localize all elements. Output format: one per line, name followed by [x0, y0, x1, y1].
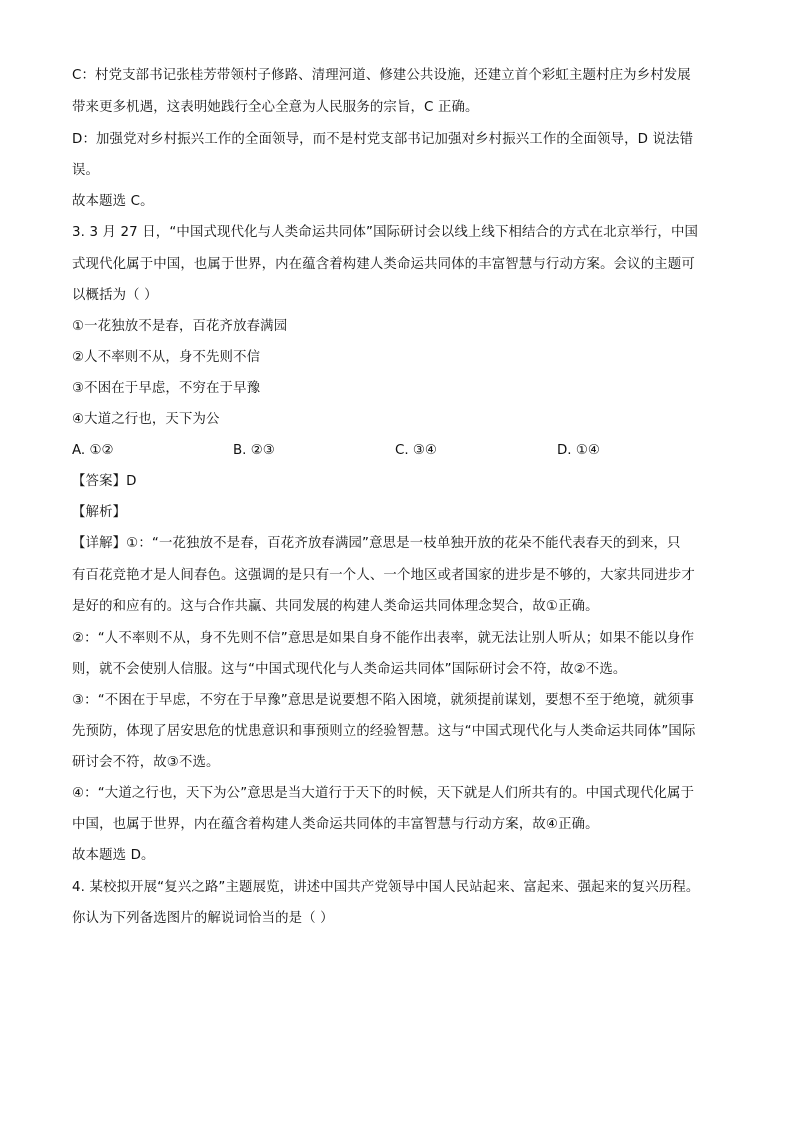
- paragraph-line: 误。: [72, 163, 100, 178]
- analysis-line: 则，就不会使别人信服。这与“中国式现代化与人类命运共同体”国际研讨会不符，故②不选。: [72, 662, 627, 677]
- analysis-line: 研讨会不符，故③不选。: [72, 755, 220, 770]
- analysis-line: ③：“不困在于早虑，不穷在于早豫”意思是说要想不陷入困境，就须提前谋划，要想不至于绝境，就须事: [72, 693, 695, 708]
- question-3-stem: 式现代化属于中国，也属于世界，内在蕴含着构建人类命运共同体的丰富智慧与行动方案。会议的主题可: [72, 257, 695, 272]
- option-b: B. ②③: [233, 443, 275, 458]
- analysis-line: 先预防，体现了居安思危的忧患意识和事预则立的经验智慧。这与“中国式现代化与人类命运共同体”国际: [72, 724, 696, 739]
- question-3-stem: 3. 3 月 27 日，“中国式现代化与人类命运共同体”国际研讨会以线上线下相结合的方式在北京举行，中国: [72, 225, 699, 240]
- paragraph-line: D：加强党对乡村振兴工作的全面领导，而不是村党支部书记加强对乡村振兴工作的全面领导，D 说法错: [72, 132, 694, 147]
- analysis-line: 中国，也属于世界，内在蕴含着构建人类命运共同体的丰富智慧与行动方案，故④正确。: [72, 817, 599, 832]
- option-c: C. ③④: [395, 443, 437, 458]
- analysis-line: 有百花竞艳才是人间春色。这强调的是只有一个人、一个地区或者国家的进步是不够的，大家共同进步才: [72, 568, 695, 583]
- option-d: D. ①④: [557, 443, 600, 458]
- analysis-line: ④：“大道之行也，天下为公”意思是当大道行于天下的时候，天下就是人们所共有的。中国式现代化属于: [72, 786, 695, 801]
- question-4-stem: 4. 某校拟开展“复兴之路”主题展览，讲述中国共产党领导中国人民站起来、富起来、强起来的复兴历程。: [72, 880, 700, 895]
- paragraph-line: 故本题选 C。: [72, 194, 154, 209]
- question-3-stem: 以概括为（ ）: [72, 288, 158, 303]
- analysis-line: 故本题选 D。: [72, 848, 155, 863]
- statement-4: ④大道之行也，天下为公: [72, 412, 220, 427]
- analysis-line: ②：“人不率则不从，身不先则不信”意思是如果自身不能作出表率，就无法让别人听从；如果不能以身作: [72, 631, 695, 646]
- analysis-heading: 【解析】: [72, 505, 127, 520]
- answer-line: 【答案】D: [72, 474, 137, 489]
- analysis-line: 是好的和应有的。这与合作共赢、共同发展的构建人类命运共同体理念契合，故①正确。: [72, 599, 599, 614]
- statement-2: ②人不率则不从，身不先则不信: [72, 350, 261, 365]
- paragraph-line: C：村党支部书记张桂芳带领村子修路、清理河道、修建公共设施，还建立首个彩虹主题村庄为乡村发展: [72, 68, 691, 83]
- statement-1: ①一花独放不是春，百花齐放春满园: [72, 319, 288, 334]
- question-4-stem: 你认为下列备选图片的解说词恰当的是（ ）: [72, 911, 334, 926]
- statement-3: ③不困在于早虑，不穷在于早豫: [72, 381, 261, 396]
- analysis-line: 【详解】①：“一花独放不是春，百花齐放春满园”意思是一枝单独开放的花朵不能代表春天的到来，只: [72, 536, 681, 551]
- paragraph-line: 带来更多机遇，这表明她践行全心全意为人民服务的宗旨，C 正确。: [72, 100, 479, 115]
- option-a: A. ①②: [72, 443, 114, 458]
